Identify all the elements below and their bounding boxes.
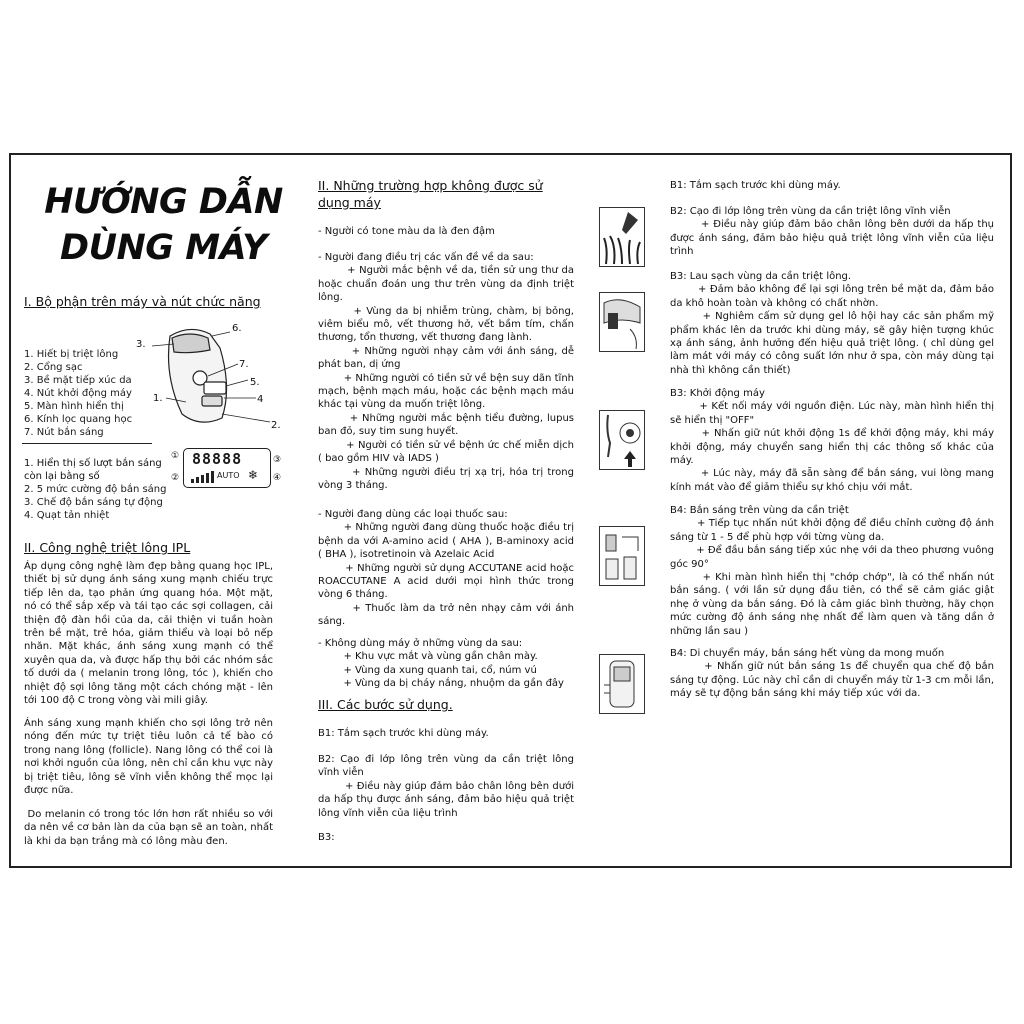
device-label-6: 6. — [232, 323, 242, 334]
display-digits: 88888 — [192, 450, 243, 468]
list-item: 4. Quạt tản nhiệt — [24, 510, 110, 521]
parts-list — [24, 348, 132, 439]
list-item: 2. 5 mức cường độ bắn sáng — [24, 484, 167, 495]
list-item: 5. Màn hình hiển thị — [24, 401, 124, 412]
list-item: 3. Bề mặt tiếp xúc da — [24, 375, 132, 386]
right-step-1: B1: Tắm sạch trước khi dùng máy. — [670, 180, 841, 191]
device-label-4: 4 — [257, 394, 264, 405]
display-label-2: ② — [171, 473, 180, 483]
right-step-2: B2: Cạo đi lớp lông trên vùng da cần triệt lông vĩnh viễn + Điều này giúp đảm bảo chân lông bên dưới da hấp thụ được ánh sáng, đảm bảo hiệu quả triệt lông vĩnh viễn của liệu trình — [670, 206, 994, 258]
flash-angle-icon — [599, 526, 645, 586]
list-item: 6. Kính lọc quang học — [24, 414, 133, 425]
device-glide-icon — [599, 654, 645, 714]
device-label-2: 2. — [271, 420, 281, 431]
list-item: 7. Nút bắn sáng — [24, 427, 104, 438]
section2-heading: II. Công nghệ triệt lông IPL — [24, 540, 191, 555]
contra-skin-conditions: - Người đang điều trị các vấn đề về da sau: + Người mắc bệnh về da, tiền sử ung thư da hoặc chuẩn đoán ung thư trên vùng da định triệt lông. + Vùng da bị nhiễm trùng, chàm, bị bỏng, viêm biểu mô, vết thương hở, vết bầm tím, chấn thương, tổn thương, vết thương đang lành. + Những người nhạy cảm với ánh sáng, dễ phát ban, dị ứng + Những người có tiền sử về bện suy dãn tĩnh mạch, bệnh mạch máu, hoặc các bệnh mạch máu khác tại vùng da muốn triệt lông. + Những người mắc bệnh tiểu đường, lupus ban đỏ, suy tim sung huyết. + Người có tiền sử về bệnh ức chế miễn dịch ( bao gồm HIV và IADS ) + Những người điều trị xạ trị, hóa trị trong vòng 3 tháng. — [318, 252, 575, 491]
display-label-1: ① — [171, 451, 180, 461]
list-item: 1. Hiết bị triệt lông — [24, 349, 119, 360]
right-step-3-start: B3: Khởi động máy + Kết nối máy với nguồn điện. Lúc này, màn hình hiển thị sẽ hiển thị "OFF" + Nhấn giữ nút khởi động 1s để khởi động máy, khi máy khởi động, máy chuyển sang hiển thị các thông số khác của máy. + Lúc này, máy đã sẵn sàng để bắn sáng, vui lòng mang kính mát vào để giảm thiểu sự khó chịu với mắt. — [670, 388, 994, 493]
mid-step-1: B1: Tắm sạch trước khi dùng máy. — [318, 728, 489, 739]
list-item: 2. Cổng sạc — [24, 362, 83, 373]
shaving-hair-icon — [599, 207, 645, 267]
display-item-1: 1. Hiển thị số lượt bắn sáng còn lại bằng số — [24, 458, 165, 482]
device-label-3: 3. — [136, 339, 146, 350]
right-step-3-clean: B3: Lau sạch vùng da cần triệt lông. + Đảm bảo không để lại sợi lông trên bề mặt da, đảm bảo da khô hoàn toàn và không có chất nhờn. + Nghiêm cấm sử dụng gel lô hội hay các sản phẩm mỹ phẩm khác lên da trước khi dùng máy, sẽ gây hiện tượng khúc xạ ánh sáng, ảnh hưởng đến hiệu quả triệt lông. ( chỉ dùng gel làm mát với máy có công suất lớn như ở spa, còn máy dùng tại nhà thì không cần thiết) — [670, 271, 994, 376]
device-label-7: 7. — [239, 359, 249, 370]
contra-medications: - Người đang dùng các loại thuốc sau: + Những người đang dùng thuốc hoặc điều trị bệnh da với A-amino acid ( AHA ), B-aminoxy acid ( BHA ), isotretinoin và Azelaic Acid + Những người sử dụng ACCUTANE acid hoặc ROACCUTANE A acid dưới mọi hình thức trong vòng 6 tháng. + Thuốc làm da trở nên nhạy cảm với ánh sáng. — [318, 509, 574, 628]
wiping-skin-icon — [599, 292, 645, 352]
device-diagram — [130, 318, 290, 430]
fan-icon: ❄ — [248, 468, 259, 482]
right-step-4-move: B4: Di chuyển máy, bắn sáng hết vùng da mong muốn + Nhấn giữ nút bắn sáng 1s để chuyển qua chế độ bắn sáng tự động. Lúc này chỉ cần di chuyển máy từ 1-3 cm mỗi lần, máy sẽ tự động bắn sáng khi máy tiếp xúc với da. — [670, 648, 994, 700]
section1-heading: I. Bộ phận trên máy và nút chức năng — [24, 294, 261, 309]
mid-step-3: B3: — [318, 832, 335, 843]
section2-paragraph-2: Ánh sáng xung mạnh khiến cho sợi lông trở nên nóng đến mức tự triệt tiêu luôn cả tế bào có trong nang lông (follicle). Nang lông có thể coi là nơi khởi nguồn của lông, nên chỉ cần khu vực này bị triệt tiêu, lông sẽ vĩnh viễn không thể mọc lại được nữa. — [24, 718, 277, 797]
section3-heading: III. Các bước sử dụng. — [318, 697, 453, 712]
contra-skin-tone: - Người có tone màu da là đen đậm — [318, 226, 495, 237]
display-items-list — [24, 483, 167, 522]
intensity-bars-icon — [190, 471, 216, 483]
display-label-4: ④ — [273, 473, 282, 483]
mid-step-2: B2: Cạo đi lớp lông trên vùng da cần triệt lông vĩnh viễn + Điều này giúp đảm bảo chân lông bên dưới da hấp thụ được ánh sáng, đảm bảo hiệu quả triệt lông vĩnh viễn của liệu trình — [318, 754, 574, 819]
device-label-1: 1. — [153, 393, 163, 404]
title-line-1: HƯỚNG DẪN — [44, 182, 283, 222]
divider — [22, 443, 152, 444]
section2-paragraph-1: Áp dụng công nghệ làm đẹp bằng quang học IPL, thiết bị sử dụng ánh sáng xung mạnh chiếu trực tiếp lên da, tạo phản ứng quang hóa. Một mặt, nó có thể sắp xếp và tái tạo các sợi collagen, cải thiện độ đàn hồi của da, cải thiện vi tuần hoàn trên bề mặt, trẻ hóa, giảm thiểu và loại bỏ nếp nhăn. Mặt khác, ánh sáng xung mạnh có thể xuyên qua da, và được hấp thụ bởi các nhóm sắc tố dưới da ( melanin trong lông, tóc ), khiến cho nhiệt độ sợi lông tăng một cách chóng mặt - lên tới 100 độ C trong vòng vài mili giây. — [24, 561, 277, 707]
display-panel — [183, 448, 271, 488]
right-step-4-flash: B4: Bắn sáng trên vùng da cần triệt + Tiếp tục nhấn nút khởi động để điều chỉnh cường độ ánh sáng từ 1 - 5 để phù hợp với từng vùng da. + Để đầu bắn sáng tiếp xúc nhẹ với da theo phương vuông góc 90° + Khi màn hình hiển thị "chớp chớp", là có thể nhấn nút bắn sáng. ( với lần sử dụng đầu tiên, có thể sẽ cảm giác giật nhẹ ở vùng da bắn sáng. Đó là cảm giác bình thường, hãy chọn mức cường độ ánh sáng nhẹ nhất để làm quen và tăng dần ở những lần sau ) — [670, 505, 995, 637]
plug-power-icon — [599, 410, 645, 470]
section2-paragraph-3: Do melanin có trong tóc lớn hơn rất nhiều so với da nên về cơ bản làn da của bạn sẽ an toàn, nhất là khi da bạn trắng mà có lông màu đen. — [24, 809, 277, 847]
title-line-2: DÙNG MÁY — [60, 228, 267, 268]
display-auto-label: AUTO — [217, 471, 240, 480]
list-item: 3. Chế độ bắn sáng tự động — [24, 497, 163, 508]
contra-areas: - Không dùng máy ở những vùng da sau: + Khu vực mắt và vùng gần chân mày. + Vùng da xung quanh tai, cổ, núm vú + Vùng da bị cháy nắng, nhuộm da gần đây — [318, 638, 564, 690]
list-item: 4. Nút khởi động máy — [24, 388, 132, 399]
section-mid-heading: II. Những trường hợp không được sử dụng máy — [318, 178, 543, 210]
device-label-5: 5. — [250, 377, 260, 388]
display-label-3: ③ — [273, 455, 282, 465]
hair-removal-device-icon — [169, 329, 227, 422]
